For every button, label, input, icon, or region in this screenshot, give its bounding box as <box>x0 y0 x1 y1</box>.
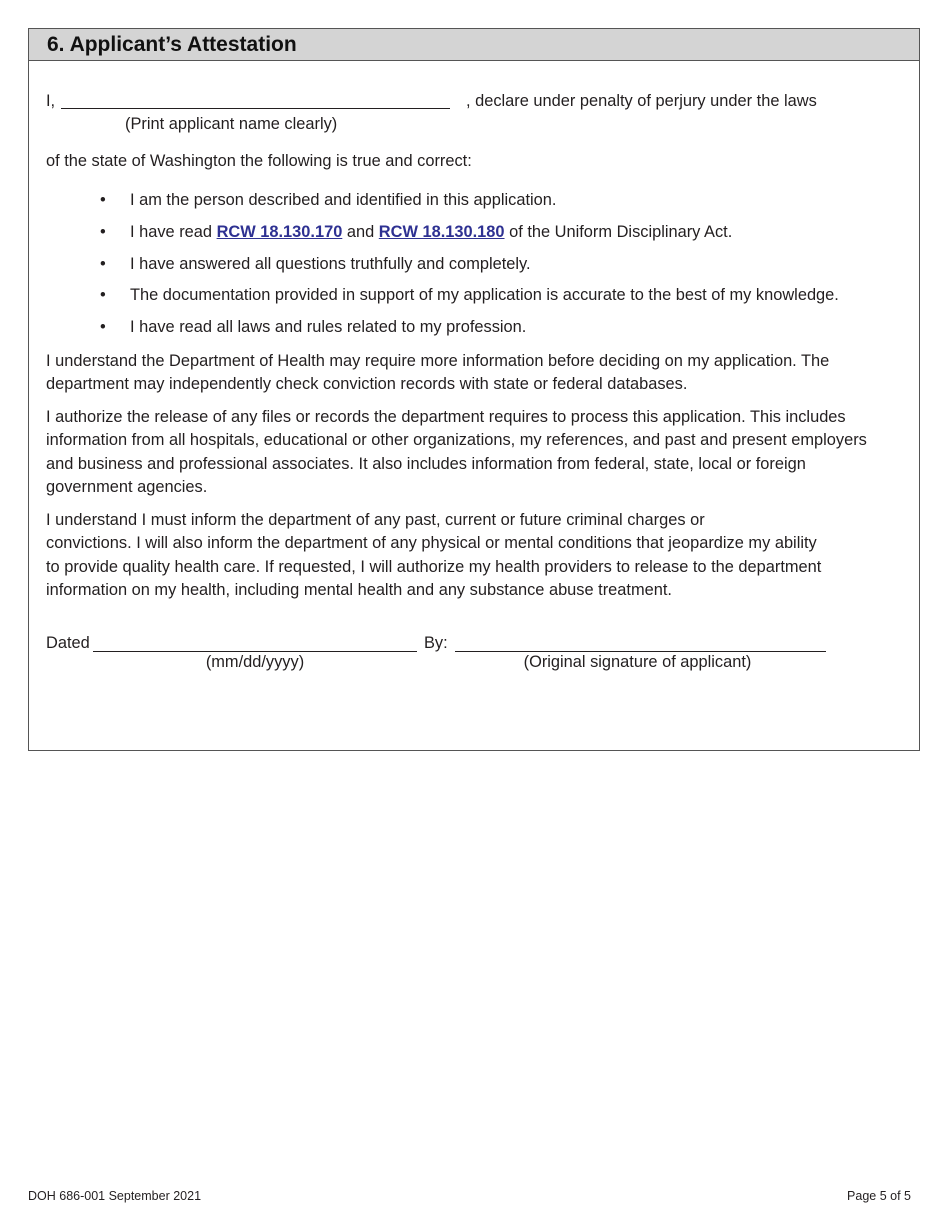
bullet-marker: • <box>100 255 106 273</box>
list-item: I have answered all questions truthfully and completely. <box>130 255 531 273</box>
list-item: The documentation provided in support of my application is accurate to the best of my knowledge. <box>130 286 839 304</box>
bullet-marker: • <box>100 286 106 304</box>
form-id: DOH 686-001 September 2021 <box>28 1189 202 1203</box>
paragraph-line: government agencies. <box>46 477 208 496</box>
declaration-suffix: , declare under penalty of perjury under the laws <box>466 92 817 110</box>
page-number: Page 5 of 5 <box>847 1189 911 1203</box>
date-field[interactable] <box>93 651 417 652</box>
dated-label: Dated <box>46 634 90 652</box>
paragraph-disclosure <box>46 509 821 602</box>
paragraph-line: to provide quality health care. If requested, I will authorize my health providers to release to the department <box>46 557 822 576</box>
list-item: I have read all laws and rules related to my profession. <box>130 318 527 336</box>
paragraph-line: department may independently check conviction records with state or federal databases. <box>46 375 688 394</box>
paragraph-line: convictions. I will also inform the department of any physical or mental conditions that jeopardize my ability <box>46 534 817 553</box>
list-item-text: of the Uniform Disciplinary Act. <box>509 223 733 241</box>
rcw-18-130-180-link[interactable]: RCW 18.130.180 <box>378 223 505 241</box>
applicant-name-field[interactable] <box>61 108 450 109</box>
date-caption: (mm/dd/yyyy) <box>205 653 305 671</box>
bullet-marker: • <box>100 318 106 336</box>
paragraph-line: I authorize the release of any files or records the department requires to process this application. This includes <box>46 408 846 426</box>
declaration-continuation: of the state of Washington the following is true and correct: <box>46 152 472 170</box>
paragraph-line: and business and professional associates. It also includes information from federal, state, local or foreign <box>46 454 806 473</box>
by-label: By: <box>424 634 448 652</box>
rcw-18-130-170-link[interactable]: RCW 18.130.170 <box>216 223 343 241</box>
bullet-marker: • <box>100 223 106 241</box>
list-item <box>130 223 732 242</box>
list-item-text: I have read <box>130 223 213 241</box>
list-item-text: and <box>346 223 375 241</box>
paragraph-line: I understand the Department of Health may require more information before deciding on my application. The <box>46 352 830 370</box>
paragraph-line: I understand I must inform the department of any past, current or future criminal charges or <box>46 511 705 529</box>
signature-field[interactable] <box>455 651 826 652</box>
list-item: I am the person described and identified in this application. <box>130 191 557 209</box>
signature-caption: (Original signature of applicant) <box>523 653 752 671</box>
paragraph-line: information from all hospitals, educational or other organizations, my references, and past and present employers <box>46 431 867 450</box>
section-title: 6. Applicant’s Attestation <box>29 29 919 61</box>
bullet-marker: • <box>100 191 106 209</box>
paragraph-authorization <box>46 406 867 499</box>
name-field-caption: (Print applicant name clearly) <box>125 115 338 133</box>
paragraph-line: information on my health, including mental health and any substance abuse treatment. <box>46 580 672 599</box>
paragraph-information <box>46 350 829 397</box>
declaration-prefix: I, <box>46 92 56 110</box>
